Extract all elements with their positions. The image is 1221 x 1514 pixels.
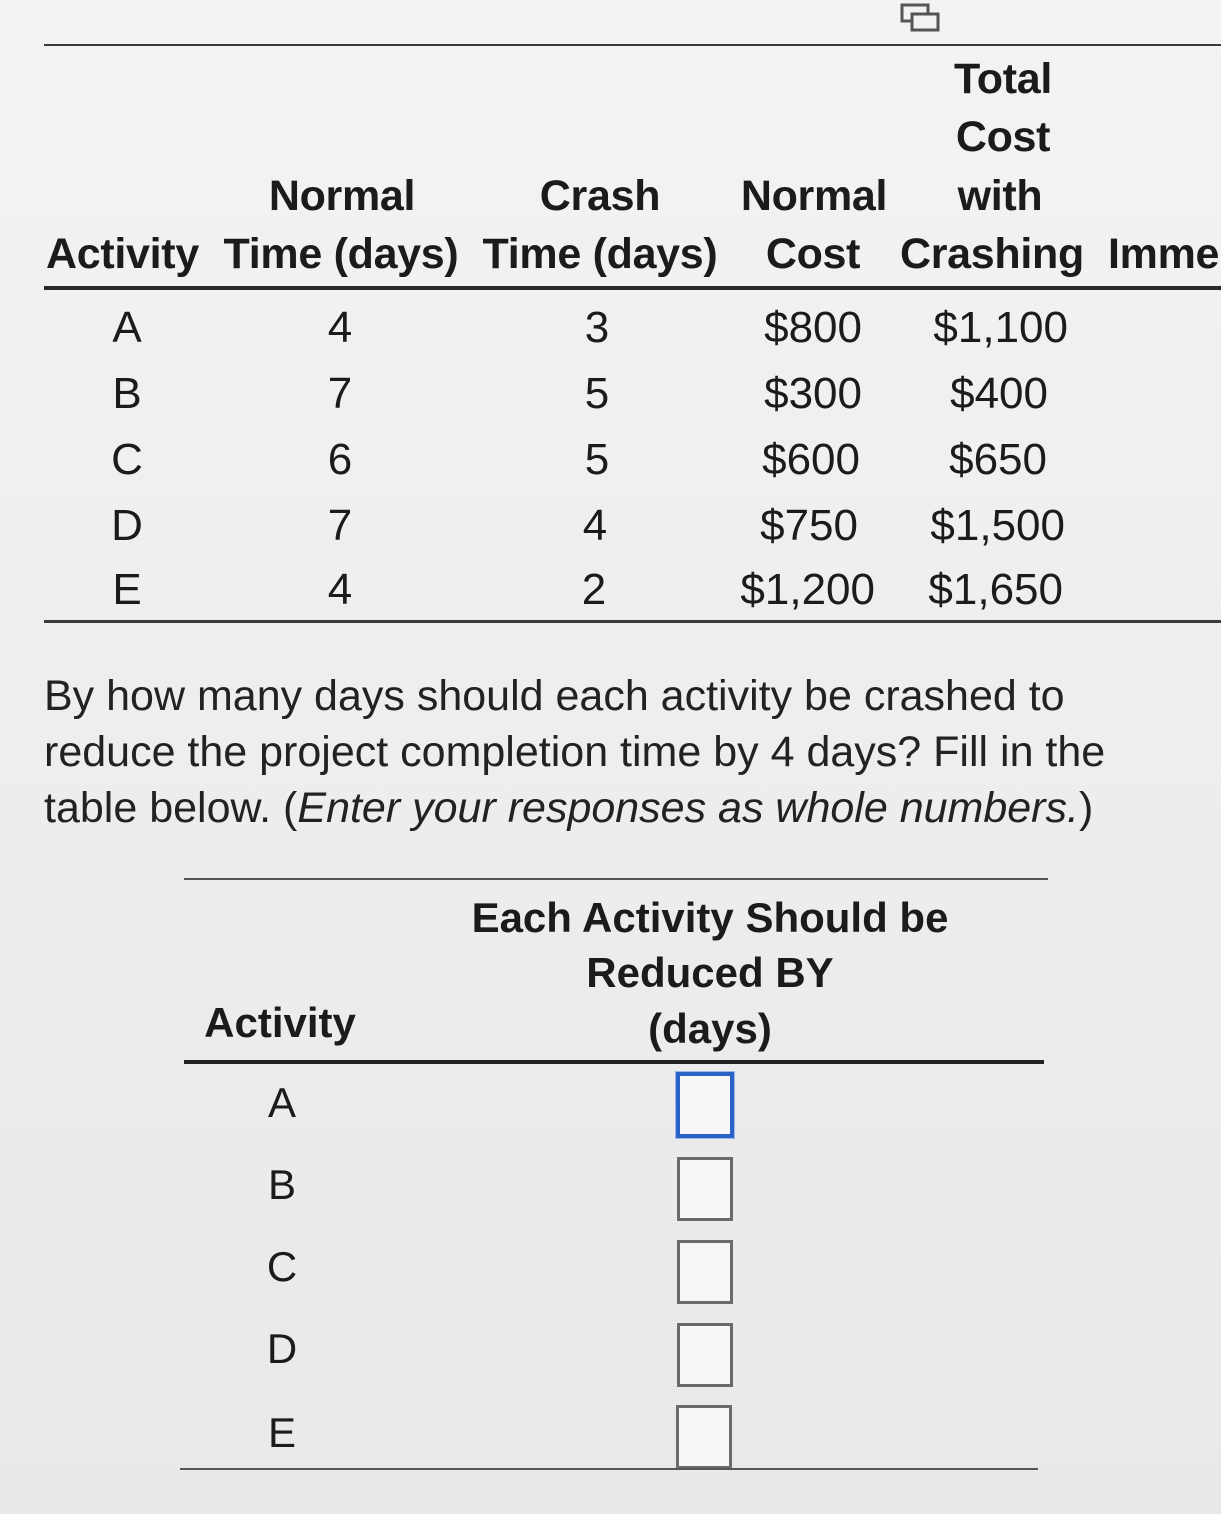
total-cost-header-line4: Crashing <box>900 230 1084 278</box>
copy-icon[interactable] <box>898 2 944 34</box>
crash-time-cell: 5 <box>584 435 610 484</box>
normal-time-cell: 4 <box>327 303 353 352</box>
answer-input-c[interactable] <box>677 1240 733 1304</box>
normal-time-cell: 7 <box>327 501 353 550</box>
answer-table-top-rule <box>184 878 1048 880</box>
total-cost-cell: $1,500 <box>930 501 1065 550</box>
answer-value-header-line2: Reduced BY <box>586 949 834 996</box>
total-cost-cell: $1,650 <box>928 565 1063 614</box>
answer-activity-header: Activity <box>204 999 356 1046</box>
activity-cell: B <box>112 369 142 418</box>
answer-table-header-rule <box>184 1060 1044 1064</box>
normal-cost-header-line2: Cost <box>765 230 861 278</box>
answer-input-a[interactable] <box>676 1072 734 1138</box>
answer-activity-label: C <box>266 1243 298 1290</box>
answer-table-bottom-rule <box>180 1468 1038 1470</box>
data-table-top-rule <box>44 44 1221 46</box>
total-cost-header-line3: with <box>957 172 1043 220</box>
activity-cell: E <box>112 565 142 614</box>
question-body: By how many days should each activity be crashed to reduce the project completion time by 4 days? Fill in the table below. ( <box>44 672 1106 832</box>
crash-time-cell: 2 <box>581 565 607 614</box>
answer-activity-label: D <box>266 1325 298 1372</box>
answer-activity-label: A <box>267 1079 296 1126</box>
answer-input-d[interactable] <box>677 1323 733 1387</box>
normal-time-cell: 6 <box>327 435 353 484</box>
activity-cell: D <box>111 501 143 550</box>
answer-activity-label: E <box>267 1409 296 1456</box>
normal-time-cell: 7 <box>327 369 353 418</box>
crash-time-header-line2: Time (days) <box>482 230 718 278</box>
normal-cost-cell: $800 <box>764 303 862 352</box>
crash-time-cell: 4 <box>582 501 608 550</box>
question-suffix: ) <box>1078 784 1094 832</box>
data-table-header-rule <box>44 286 1221 290</box>
normal-time-header-line1: Normal <box>268 172 416 220</box>
normal-cost-cell: $1,200 <box>740 565 875 614</box>
total-cost-cell: $400 <box>950 369 1048 418</box>
crash-time-cell: 5 <box>584 369 610 418</box>
truncated-header: Imme <box>1108 230 1220 278</box>
normal-cost-header-line1: Normal <box>740 172 888 220</box>
answer-activity-label: B <box>267 1161 296 1208</box>
total-cost-cell: $1,100 <box>933 303 1068 352</box>
normal-time-header-line2: Time (days) <box>223 230 459 278</box>
data-table-bottom-rule <box>44 620 1221 623</box>
activity-cell: C <box>111 435 143 484</box>
total-cost-header-line1: Total <box>953 55 1053 103</box>
crash-time-header-line1: Crash <box>539 172 661 220</box>
answer-input-b[interactable] <box>677 1157 733 1221</box>
crash-time-cell: 3 <box>584 303 610 352</box>
normal-cost-cell: $750 <box>760 501 858 550</box>
normal-cost-cell: $300 <box>764 369 862 418</box>
activity-cell: A <box>112 303 142 352</box>
total-cost-header-line2: Cost <box>955 113 1051 161</box>
answer-input-e[interactable] <box>676 1405 732 1469</box>
total-cost-cell: $650 <box>949 435 1047 484</box>
answer-value-header-line1: Each Activity Should be <box>471 894 949 941</box>
question-text <box>44 668 1194 836</box>
answer-value-header-line3: (days) <box>648 1005 772 1052</box>
normal-time-cell: 4 <box>327 565 353 614</box>
question-instruction: Enter your responses as whole numbers. <box>297 784 1079 832</box>
activity-header: Activity <box>46 230 199 278</box>
normal-cost-cell: $600 <box>762 435 860 484</box>
